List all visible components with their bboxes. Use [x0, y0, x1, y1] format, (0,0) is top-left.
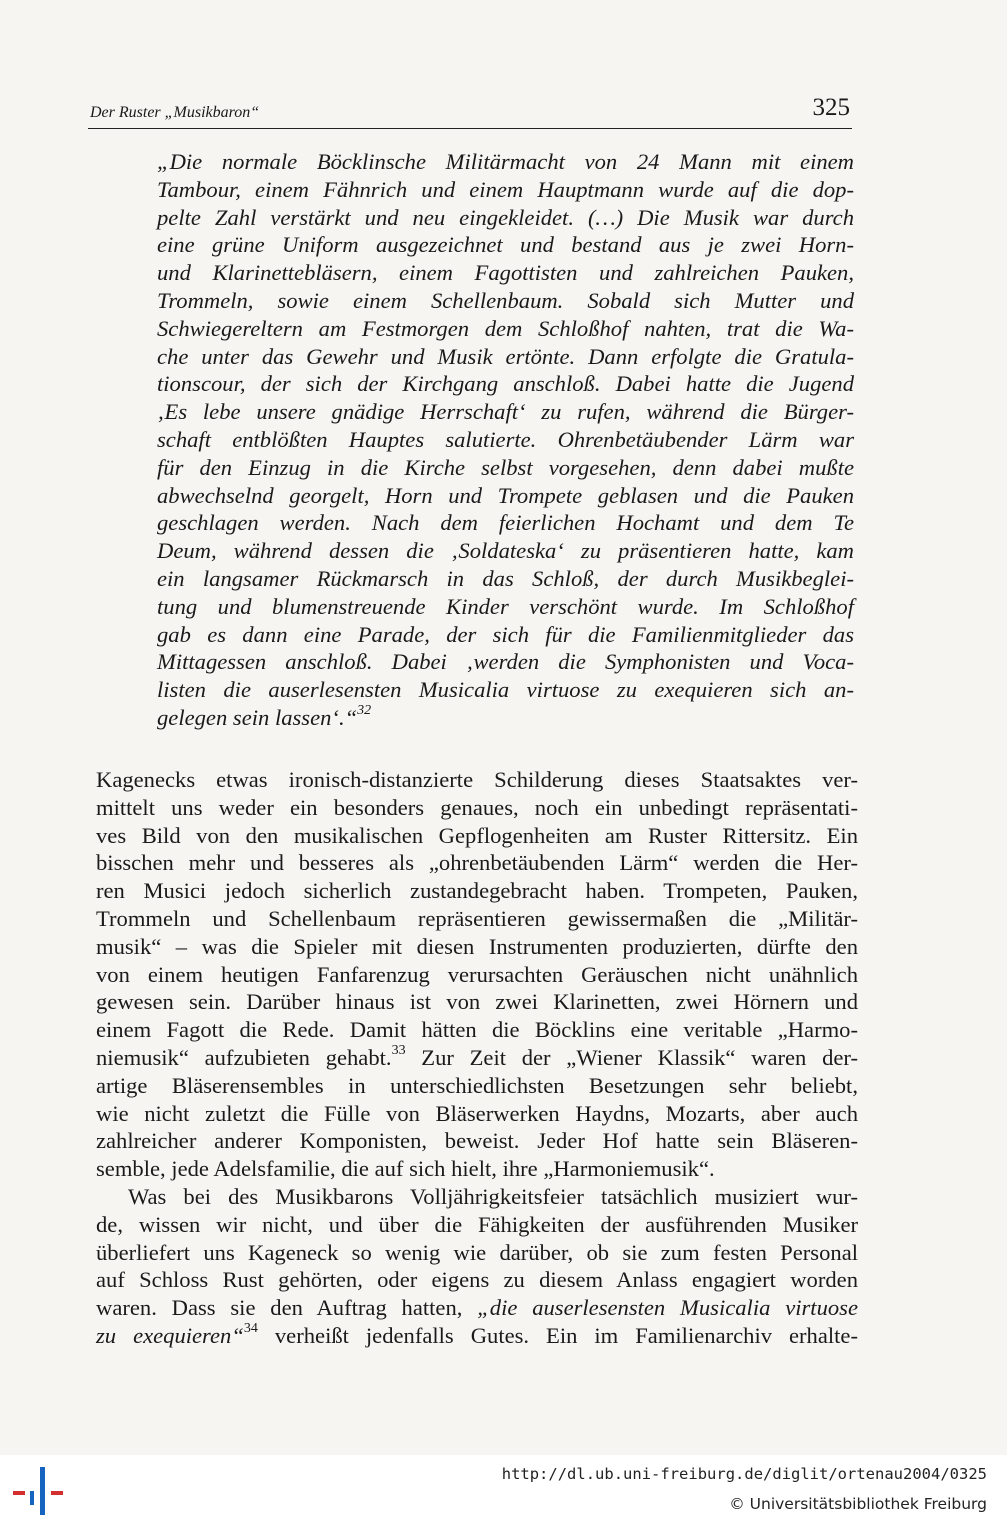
paragraph-line: musik“ – was die Spieler mit diesen Instrumenten produzierten, dürfte den [96, 933, 858, 959]
page-number: 325 [812, 94, 850, 121]
quote-line: listen die auserlesensten Musicalia virtuose zu exequieren sich an- [157, 677, 854, 703]
quote-line: Mittagessen anschloß. Dabei ‚werden die Symphonisten und Voca- [157, 649, 854, 675]
footnote-ref-32: 32 [357, 703, 372, 719]
paragraph-line: mittelt uns weder ein besonders genaues, noch ein unbedingt repräsentati- [96, 794, 858, 820]
quote-line: gab es dann eine Parade, der sich für die Familienmitglieder das [157, 621, 854, 647]
paragraph-line: Was bei des Musikbarons Volljährigkeitsfeier tatsächlich musiziert wur- [128, 1183, 858, 1209]
paragraph-2 [96, 1183, 858, 1350]
paragraph-line: wie nicht zuletzt die Fülle von Bläserwerken Haydns, Mozarts, aber auch [96, 1100, 858, 1126]
text-run: niemusik“ aufzubieten gehabt. [96, 1044, 392, 1070]
paragraph-line: Kagenecks etwas ironisch-distanzierte Schilderung dieses Staatsaktes ver- [96, 767, 858, 792]
paragraph-line [96, 1322, 858, 1350]
ub-freiburg-logo-icon [10, 1463, 66, 1519]
quote-line: „Die normale Böcklinsche Militärmacht von 24 Mann mit einem [157, 149, 854, 174]
quote-line: Trommeln, sowie einem Schellenbaum. Sobald sich Mutter und [157, 287, 854, 313]
source-url[interactable]: http://dl.ub.uni-freiburg.de/diglit/ortenau2004/0325 [501, 1465, 987, 1483]
paragraph-line: von einem heutigen Fanfarenzug verursachten Geräuschen nicht unähnlich [96, 961, 858, 987]
paragraph-1 [96, 766, 858, 1183]
paragraph-last-line: semble, jede Adelsfamilie, die auf sich hielt, ihre „Harmoniemusik“. [96, 1156, 715, 1182]
paragraph-line [96, 1044, 858, 1072]
paragraph-line [96, 1294, 858, 1322]
paragraph-line: auf Schloss Rust gehörten, oder eigens zu diesem Anlass engagiert worden [96, 1267, 858, 1293]
text-run: Zur Zeit der „Wiener Klassik“ waren der- [405, 1044, 858, 1070]
quote-line: ‚Es lebe unsere gnädige Herrschaft‘ zu rufen, während die Bürger- [157, 399, 854, 425]
quote-line: tung und blumenstreuende Kinder verschönt wurde. Im Schloßhof [157, 593, 854, 619]
italic-quote: zu exequieren“ [96, 1322, 244, 1348]
quote-line: pelte Zahl verstärkt und neu eingekleidet. (…) Die Musik war durch [157, 204, 854, 230]
paragraph-line: ren Musici jedoch sicherlich zustandegebracht haben. Trompeten, Pauken, [96, 878, 858, 904]
running-title: Der Ruster „Musikbaron“ [90, 104, 260, 121]
paragraph-line: gewesen sein. Darüber hinaus ist von zwei Klarinetten, zwei Hörnern und [96, 989, 858, 1015]
quote-line: für den Einzug in die Kirche selbst vorgesehen, denn dabei mußte [157, 454, 854, 480]
paragraph-line: Trommeln und Schellenbaum repräsentieren gewissermaßen die „Militär- [96, 905, 858, 931]
quote-line: Tambour, einem Fähnrich und einem Hauptmann wurde auf die dop- [157, 176, 854, 202]
quote-line: und Klarinettebläsern, einem Fagottisten und zahlreichen Pauken, [157, 260, 854, 286]
text-run: waren. Dass sie den Auftrag hatten, [96, 1295, 478, 1321]
italic-quote: „die auserlesensten Musicalia virtuose [477, 1295, 858, 1321]
quote-last-text: gelegen sein lassen‘.“ [157, 704, 358, 730]
quote-line: che unter das Gewehr und Musik ertönte. Dann erfolgte die Gratula- [157, 343, 854, 369]
quote-line: schaft entblößten Hauptes salutierte. Ohrenbetäubender Lärm war [157, 426, 854, 452]
paragraph-line: zahlreicher anderer Komponisten, beweist. Jeder Hof hatte sein Bläseren- [96, 1128, 858, 1154]
block-quote [157, 148, 854, 732]
quote-line: abwechselnd georgelt, Horn und Trompete geblasen und die Pauken [157, 482, 854, 508]
footer-bar [0, 1455, 1007, 1525]
footnote-ref-34: 34 [243, 1321, 258, 1337]
body-text [96, 766, 858, 1350]
quote-line: Deum, während dessen die ‚Soldateska‘ zu präsentieren hatte, kam [157, 538, 854, 564]
text-run: verheißt jedenfalls Gutes. Ein im Familienarchiv erhalte- [257, 1322, 858, 1348]
copyright-notice: © Universitätsbibliothek Freiburg [729, 1495, 987, 1513]
quote-line: geschlagen werden. Nach dem feierlichen Hochamt und dem Te [157, 510, 854, 536]
running-header [88, 96, 852, 129]
quote-line: tionscour, der sich der Kirchgang anschloß. Dabei hatte die Jugend [157, 371, 854, 397]
paragraph-line: einem Fagott die Rede. Damit hätten die Böcklins eine veritable „Harmo- [96, 1017, 858, 1043]
quote-line: ein langsamer Rückmarsch in das Schloß, der durch Musikbeglei- [157, 565, 854, 591]
paragraph-line: überliefert uns Kageneck so wenig wie darüber, ob sie zum festen Personal [96, 1239, 858, 1265]
quote-line: eine grüne Uniform ausgezeichnet und bestand aus je zwei Horn- [157, 232, 854, 258]
paragraph-line: de, wissen wir nicht, und über die Fähigkeiten der ausführenden Musiker [96, 1211, 858, 1237]
footnote-ref-33: 33 [391, 1043, 406, 1059]
paragraph-line: ves Bild von den musikalischen Gepflogenheiten am Ruster Rittersitz. Ein [96, 822, 858, 848]
quote-last-line [157, 704, 854, 732]
paragraph-line: artige Bläserensembles in unterschiedlichsten Besetzungen sehr beliebt, [96, 1072, 858, 1098]
quote-line: Schwiegereltern am Festmorgen dem Schloßhof nahten, trat die Wa- [157, 315, 854, 341]
paragraph-line: bisschen mehr und besseres als „ohrenbetäubenden Lärm“ werden die Her- [96, 850, 858, 876]
